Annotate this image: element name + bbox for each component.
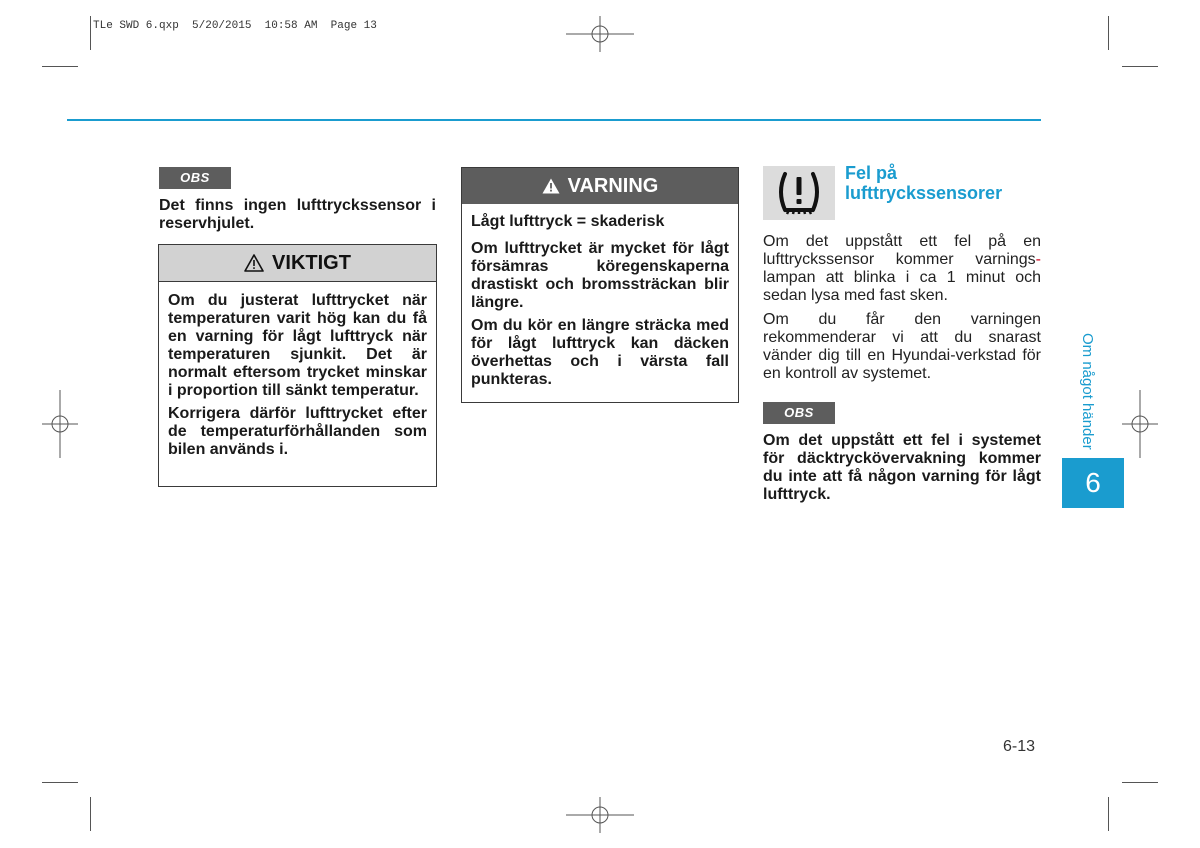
tire-pressure-warning-icon	[763, 166, 835, 220]
body-paragraph-part: Om det uppstått ett fel på en lufttryckssensor kommer varnings	[763, 233, 1041, 268]
varning-paragraph: Om lufttrycket är mycket för lågt försämras köregenskaperna drastiskt och bromssträckan blir längre.	[471, 240, 729, 311]
varning-title: VARNING	[567, 174, 659, 197]
viktigt-paragraph: Om du justerat lufttrycket när temperaturen varit hög kan du få en varning för lågt lufttryck när temperaturen sjunkit. Det är normalt eftersom trycket minskar i proportion till sänkt temperatur.	[168, 292, 427, 399]
varning-subtitle: Lågt lufttryck = skaderisk	[471, 213, 665, 230]
obs-badge: OBS	[159, 167, 231, 189]
section-title-line2: lufttryckssensorer	[845, 183, 1003, 203]
page-number: 6-13	[1003, 738, 1036, 755]
varning-header	[462, 168, 738, 204]
hyphen-mark: -	[1035, 251, 1041, 268]
warning-triangle-icon	[542, 178, 560, 194]
viktigt-header	[159, 245, 436, 282]
varning-body	[462, 204, 738, 389]
viktigt-body	[159, 282, 436, 459]
section-title	[845, 163, 1035, 203]
chapter-tab: 6	[1062, 458, 1124, 508]
viktigt-title: VIKTIGT	[272, 251, 351, 274]
varning-box	[461, 167, 739, 403]
obs-note: Det finns ingen lufttryckssensor i reservhjulet.	[159, 197, 436, 232]
obs-badge: OBS	[763, 402, 835, 424]
viktigt-box	[158, 244, 437, 487]
body-paragraph	[763, 233, 1041, 305]
body-paragraph-part: lampan att blinka i ca 1 minut och sedan lysa med fast sken.	[763, 269, 1041, 304]
registration-mark-left	[42, 390, 78, 458]
registration-mark-bottom	[566, 797, 634, 833]
viktigt-paragraph: Korrigera därför lufttrycket efter de temperaturförhållanden som bilen används i.	[168, 405, 427, 458]
section-body	[763, 233, 1041, 389]
registration-mark-right	[1122, 390, 1158, 458]
caution-triangle-icon	[244, 254, 264, 272]
header-rule	[67, 119, 1041, 121]
registration-mark-top	[566, 16, 634, 52]
body-paragraph: Om du får den varningen rekommenderar vi att du snarast vänder dig till en Hyundai-verkstad för en kontroll av systemet.	[763, 311, 1041, 382]
section-title-line1: Fel på	[845, 163, 898, 183]
print-header: TLe SWD 6.qxp 5/20/2015 10:58 AM Page 13	[93, 20, 377, 32]
chapter-title-vertical: Om något händer	[1079, 333, 1096, 450]
varning-paragraph: Om du kör en längre sträcka med för lågt lufttryck kan däcken överhettas och i värsta fall punkteras.	[471, 317, 729, 388]
obs-note: Om det uppstått ett fel i systemet för däcktryckövervakning kommer du inte att få någon varning för lågt lufttryck.	[763, 432, 1041, 503]
